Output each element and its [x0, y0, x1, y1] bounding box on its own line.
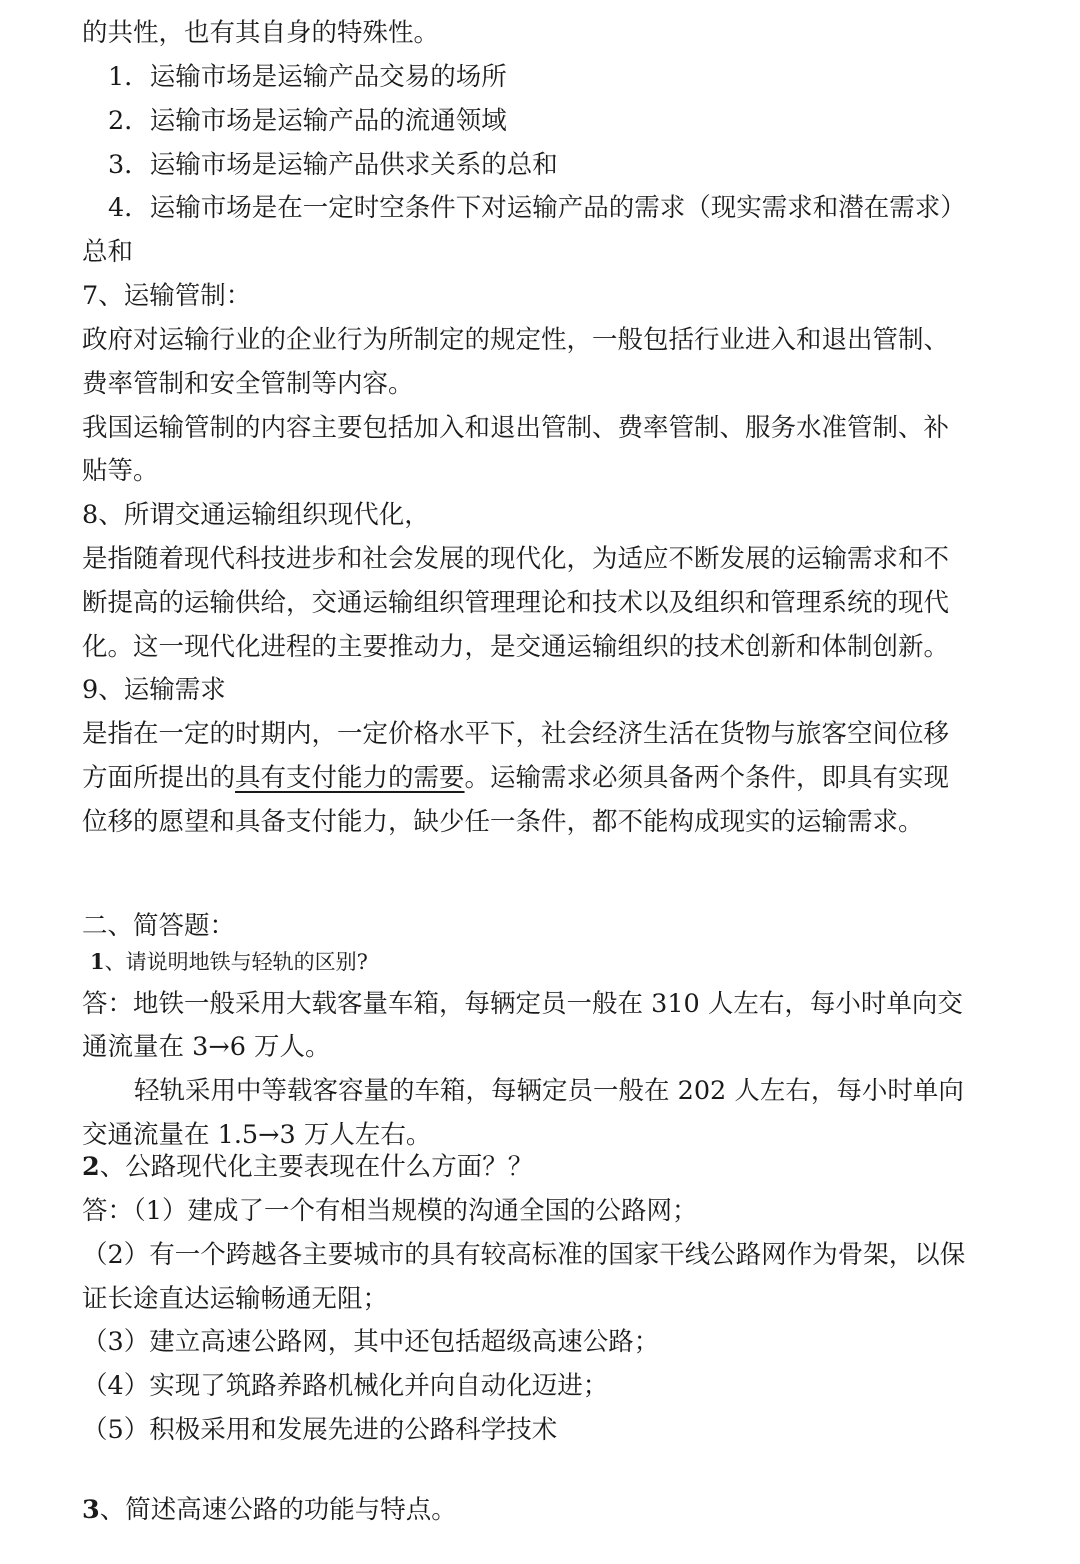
question-number: 2	[82, 1152, 100, 1182]
section-8-text: 断提高的运输供给，交通运输组织管理理论和技术以及组织和管理系统的现代	[82, 588, 950, 618]
market-item-3: 3．运输市场是运输产品供求关系的总和	[108, 150, 558, 180]
section-9-text	[82, 758, 949, 798]
market-item-4-tail: 总和	[82, 237, 134, 267]
section-7-text: 费率管制和安全管制等内容。	[82, 369, 414, 399]
answer-1-text: 轻轨采用中等载客容量的车箱，每辆定员一般在 202 人左右，每小时单向	[134, 1076, 964, 1106]
answer-2-item: （2）有一个跨越各主要城市的具有较高标准的国家干线公路网作为骨架，以保	[82, 1240, 966, 1270]
question-2	[82, 1147, 533, 1187]
section-8-text: 是指随着现代科技进步和社会发展的现代化，为适应不断发展的运输需求和不	[82, 544, 950, 574]
text-segment: 。运输需求必须具备两个条件，即具有实现	[464, 763, 950, 793]
section-7-text: 我国运输管制的内容主要包括加入和退出管制、费率管制、服务水准管制、补	[82, 413, 950, 443]
question-text: 、简述高速公路的功能与特点。	[99, 1495, 457, 1525]
section-9-text: 是指在一定的时期内，一定价格水平下，社会经济生活在货物与旅客空间位移	[82, 719, 950, 749]
question-text: 、公路现代化主要表现在什么方面？？	[99, 1152, 534, 1182]
text-segment: 方面所提出的	[82, 763, 236, 793]
section-7-text: 贴等。	[82, 456, 159, 486]
question-1	[90, 942, 368, 982]
question-number: 3	[82, 1495, 100, 1525]
answer-2-item: （3）建立高速公路网，其中还包括超级高速公路；	[82, 1327, 660, 1357]
answer-1-text: 答：地铁一般采用大载客量车箱，每辆定员一般在 310 人左右，每小时单向交	[82, 989, 963, 1019]
answer-2-item: （4）实现了筑路养路机械化并向自动化迈进；	[82, 1371, 609, 1401]
question-3	[82, 1490, 457, 1530]
section-7-text: 政府对运输行业的企业行为所制定的规定性，一般包括行业进入和退出管制、	[82, 325, 950, 355]
section-8-text: 化。这一现代化进程的主要推动力，是交通运输组织的技术创新和体制创新。	[82, 632, 950, 662]
question-number: 1	[90, 949, 105, 974]
answer-1-text: 交通流量在 1.5→3 万人左右。	[82, 1120, 432, 1150]
section-9-heading: 9、运输需求	[82, 675, 226, 705]
answer-2-item: 证长途直达运输畅通无阻；	[82, 1284, 389, 1314]
answer-2-line	[82, 1191, 698, 1231]
underlined-phrase: 具有支付能力的需要	[235, 763, 465, 793]
market-item-4: 4．运输市场是在一定时空条件下对运输产品的需求（现实需求和潜在需求）	[108, 193, 966, 223]
section-8-heading: 8、所谓交通运输组织现代化，	[82, 500, 430, 530]
intro-tail: 的共性，也有其自身的特殊性。	[82, 18, 440, 48]
answer-2-item: （5）积极采用和发展先进的公路科学技术	[82, 1415, 558, 1445]
answer-1-text: 通流量在 3→6 万人。	[82, 1032, 331, 1062]
section-9-text: 位移的愿望和具备支付能力，缺少任一条件，都不能构成现实的运输需求。	[82, 807, 924, 837]
answer-label: 答：	[82, 1196, 134, 1226]
question-text: 、请说明地铁与轻轨的区别?	[104, 950, 368, 974]
part-2-heading: 二、简答题：	[82, 911, 236, 941]
market-item-1: 1．运输市场是运输产品交易的场所	[108, 62, 507, 92]
answer-item: （1）建成了一个有相当规模的沟通全国的公路网；	[133, 1196, 698, 1226]
market-item-2: 2．运输市场是运输产品的流通领域	[108, 106, 507, 136]
section-7-heading: 7、运输管制：	[82, 281, 252, 311]
